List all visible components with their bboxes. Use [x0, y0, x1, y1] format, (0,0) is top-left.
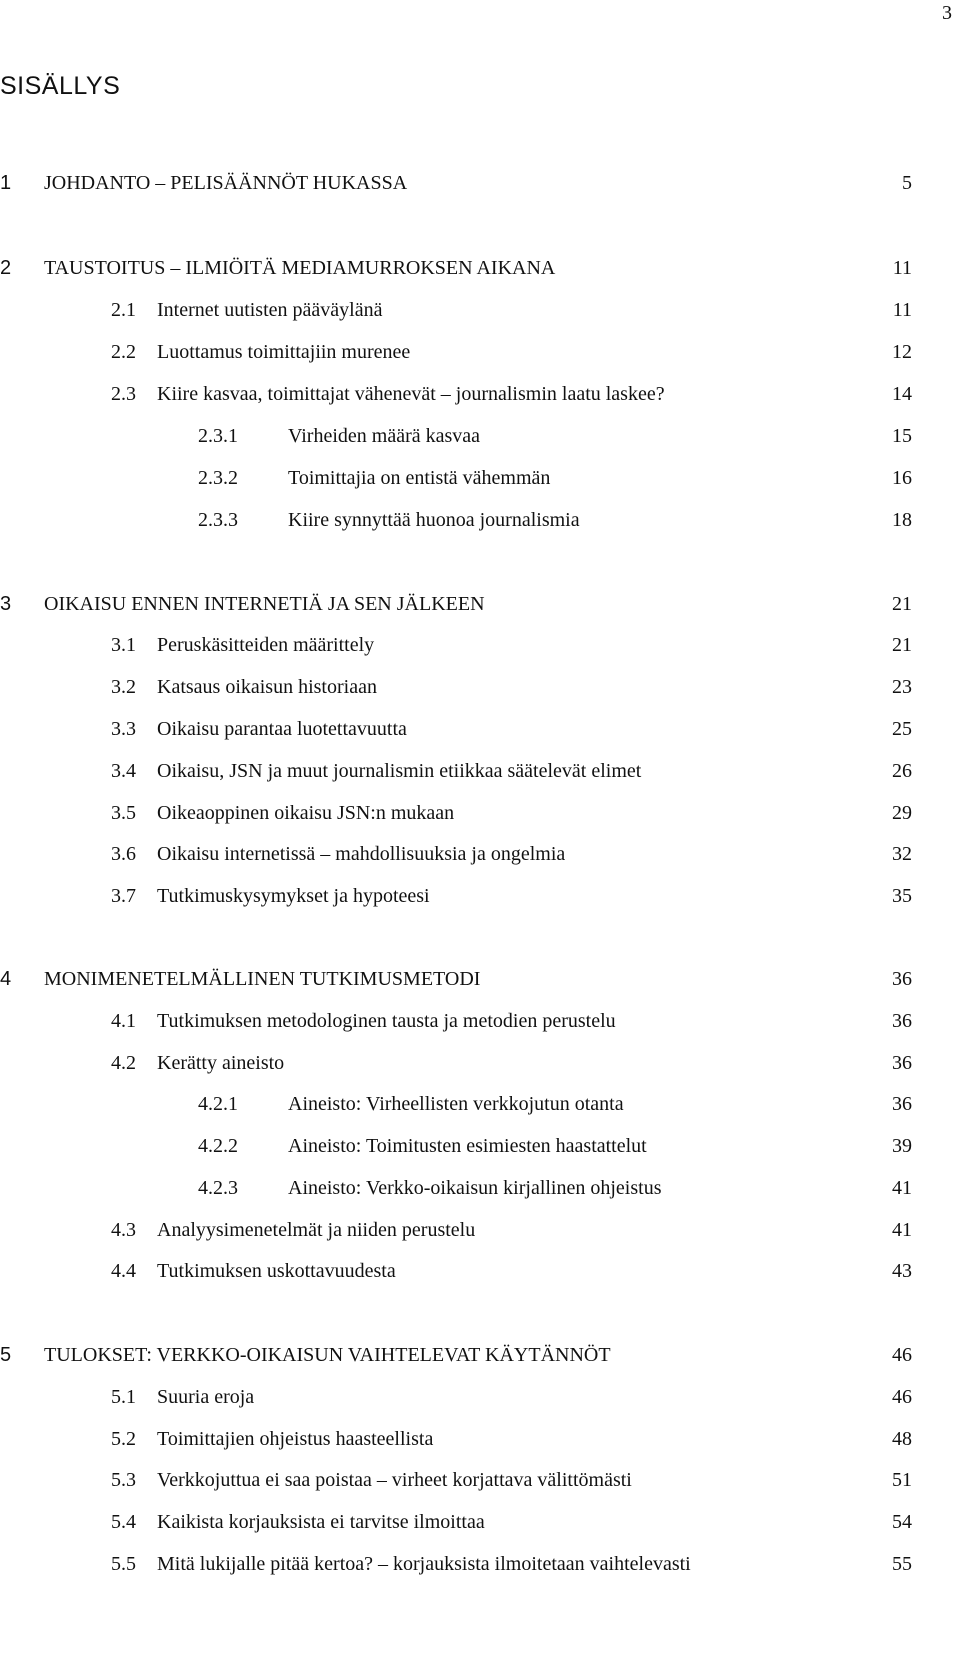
- toc-entry: [0, 1131, 960, 1161]
- toc-entry-page: 11: [892, 299, 912, 321]
- toc-entry-page: 36: [892, 968, 912, 990]
- toc-entry-number: 5.3: [111, 1469, 136, 1491]
- page-number: 3: [942, 2, 952, 24]
- toc-entry: [0, 295, 960, 325]
- toc-entry-title: Tutkimuskysymykset ja hypoteesi: [157, 885, 430, 907]
- toc-entry: [0, 337, 960, 367]
- toc-entry-title: Tutkimuksen metodologinen tausta ja metodien perustelu: [157, 1010, 616, 1032]
- toc-entry-page: 41: [892, 1177, 912, 1199]
- toc-entry-page: 14: [892, 383, 912, 405]
- toc-entry: [0, 630, 960, 660]
- toc-entry-title: Oikaisu, JSN ja muut journalismin etiikkaa säätelevät elimet: [157, 760, 642, 782]
- toc-entry-title: Kaikista korjauksista ei tarvitse ilmoittaa: [157, 1511, 485, 1533]
- toc-entry-number: 3.6: [111, 843, 136, 865]
- toc-entry-title: Internet uutisten pääväylänä: [157, 299, 383, 321]
- toc-entry: [0, 1089, 960, 1119]
- toc-entry-number: 3.4: [111, 760, 136, 782]
- toc-entry-page: 55: [892, 1553, 912, 1575]
- toc-entry-page: 51: [892, 1469, 912, 1491]
- toc-entry-page: 23: [892, 676, 912, 698]
- toc-entry-title: Peruskäsitteiden määrittely: [157, 634, 375, 656]
- toc-entry-title: Toimittajia on entistä vähemmän: [288, 467, 551, 489]
- toc-entry: [0, 253, 960, 283]
- toc-entry-page: 26: [892, 760, 912, 782]
- toc-entry: [0, 1006, 960, 1036]
- toc-entry-title: Mitä lukijalle pitää kertoa? – korjauksista ilmoitetaan vaihtelevasti: [157, 1553, 691, 1575]
- page-title: SISÄLLYS: [0, 72, 121, 100]
- toc-entry-title: Aineisto: Verkko-oikaisun kirjallinen ohjeistus: [288, 1177, 662, 1199]
- toc-entry: [0, 463, 960, 493]
- toc-entry: [0, 1549, 960, 1579]
- toc-entry: [0, 714, 960, 744]
- toc-entry-number: 3.3: [111, 718, 136, 740]
- toc-entry-number: 4.2.1: [198, 1093, 238, 1115]
- toc-entry-page: 32: [892, 843, 912, 865]
- toc-entry-title: Aineisto: Toimitusten esimiesten haastattelut: [288, 1135, 647, 1157]
- toc-entry: [0, 1256, 960, 1286]
- toc-entry-number: 5.4: [111, 1511, 136, 1533]
- toc-entry-number: 5.5: [111, 1553, 136, 1575]
- toc-entry-page: 36: [892, 1093, 912, 1115]
- toc-entry-title: TULOKSET: VERKKO-OIKAISUN VAIHTELEVAT KÄYTÄNNÖT: [44, 1344, 611, 1366]
- toc-entry-number: 4: [0, 968, 12, 990]
- toc-entry-page: 21: [892, 593, 912, 615]
- toc-entry: [0, 1048, 960, 1078]
- toc-entry: [0, 964, 960, 994]
- toc-entry-page: 36: [892, 1052, 912, 1074]
- toc-entry-title: Toimittajien ohjeistus haasteellista: [157, 1428, 434, 1450]
- toc-entry-title: Oikeaoppinen oikaisu JSN:n mukaan: [157, 802, 455, 824]
- toc-entry-page: 36: [892, 1010, 912, 1032]
- toc-entry: [0, 1382, 960, 1412]
- toc-entry-page: 18: [892, 509, 912, 531]
- toc-entry-number: 3.2: [111, 676, 136, 698]
- toc-entry: [0, 881, 960, 911]
- toc-entry-number: 5.2: [111, 1428, 136, 1450]
- toc-entry-page: 54: [892, 1511, 912, 1533]
- toc-entry-title: Katsaus oikaisun historiaan: [157, 676, 377, 698]
- toc-entry-number: 3: [0, 593, 12, 615]
- toc-entry-title: JOHDANTO – PELISÄÄNNÖT HUKASSA: [44, 172, 408, 194]
- toc-entry-number: 2: [0, 257, 12, 279]
- toc-entry: [0, 798, 960, 828]
- toc-entry-title: TAUSTOITUS – ILMIÖITÄ MEDIAMURROKSEN AIKANA: [44, 257, 556, 279]
- toc-entry-number: 4.3: [111, 1219, 136, 1241]
- toc-entry-page: 48: [892, 1428, 912, 1450]
- toc-entry: [0, 756, 960, 786]
- toc-entry-title: Kerätty aineisto: [157, 1052, 285, 1074]
- toc-entry-page: 39: [892, 1135, 912, 1157]
- toc-entry-number: 1: [0, 172, 12, 194]
- toc-entry: [0, 168, 960, 198]
- toc-entry-number: 5.1: [111, 1386, 136, 1408]
- toc-entry-page: 35: [892, 885, 912, 907]
- toc-entry-number: 2.3: [111, 383, 136, 405]
- toc-entry-title: Virheiden määrä kasvaa: [288, 425, 481, 447]
- toc-entry-number: 4.1: [111, 1010, 136, 1032]
- toc-entry-title: Kiire kasvaa, toimittajat vähenevät – journalismin laatu laskee?: [157, 383, 665, 405]
- toc-entry-number: 3.7: [111, 885, 136, 907]
- toc-entry-page: 21: [892, 634, 912, 656]
- toc-entry-title: Aineisto: Virheellisten verkkojutun otanta: [288, 1093, 624, 1115]
- toc-entry-number: 4.2: [111, 1052, 136, 1074]
- toc-entry-title: OIKAISU ENNEN INTERNETIÄ JA SEN JÄLKEEN: [44, 593, 485, 615]
- toc-entry-title: MONIMENETELMÄLLINEN TUTKIMUSMETODI: [44, 968, 481, 990]
- toc-entry: [0, 421, 960, 451]
- toc-entry-page: 29: [892, 802, 912, 824]
- toc-entry-page: 11: [892, 257, 912, 279]
- toc-entry-number: 4.2.2: [198, 1135, 238, 1157]
- toc-entry-number: 2.1: [111, 299, 136, 321]
- toc-entry-page: 46: [892, 1344, 912, 1366]
- toc-entry-number: 2.3.1: [198, 425, 238, 447]
- toc-entry: [0, 1215, 960, 1245]
- toc-entry: [0, 1424, 960, 1454]
- toc-entry: [0, 839, 960, 869]
- toc-entry: [0, 672, 960, 702]
- toc-entry-page: 16: [892, 467, 912, 489]
- toc-entry-number: 2.2: [111, 341, 136, 363]
- toc-entry-title: Tutkimuksen uskottavuudesta: [157, 1260, 396, 1282]
- toc-entry-number: 4.4: [111, 1260, 136, 1282]
- toc-entry-number: 3.5: [111, 802, 136, 824]
- toc-entry: [0, 589, 960, 619]
- toc-entry-page: 41: [892, 1219, 912, 1241]
- toc-entry: [0, 1465, 960, 1495]
- toc-entry-page: 12: [892, 341, 912, 363]
- toc-entry: [0, 379, 960, 409]
- toc-entry-page: 25: [892, 718, 912, 740]
- toc-entry-title: Suuria eroja: [157, 1386, 255, 1408]
- toc-entry-number: 2.3.2: [198, 467, 238, 489]
- toc-entry: [0, 1340, 960, 1370]
- toc-entry-number: 5: [0, 1344, 12, 1366]
- toc-entry-title: Verkkojuttua ei saa poistaa – virheet korjattava välittömästi: [157, 1469, 632, 1491]
- toc-entry: [0, 1507, 960, 1537]
- toc-entry-title: Kiire synnyttää huonoa journalismia: [288, 509, 580, 531]
- toc-entry: [0, 505, 960, 535]
- toc-entry-page: 15: [892, 425, 912, 447]
- toc-entry-number: 2.3.3: [198, 509, 238, 531]
- toc-entry-title: Analyysimenetelmät ja niiden perustelu: [157, 1219, 476, 1241]
- toc-entry-number: 3.1: [111, 634, 136, 656]
- toc-entry-title: Luottamus toimittajiin murenee: [157, 341, 411, 363]
- toc-entry-title: Oikaisu internetissä – mahdollisuuksia ja ongelmia: [157, 843, 566, 865]
- toc-entry-page: 5: [902, 172, 912, 194]
- toc-entry-title: Oikaisu parantaa luotettavuutta: [157, 718, 407, 740]
- toc-entry-page: 43: [892, 1260, 912, 1282]
- toc-entry-number: 4.2.3: [198, 1177, 238, 1199]
- toc-entry: [0, 1173, 960, 1203]
- toc-entry-page: 46: [892, 1386, 912, 1408]
